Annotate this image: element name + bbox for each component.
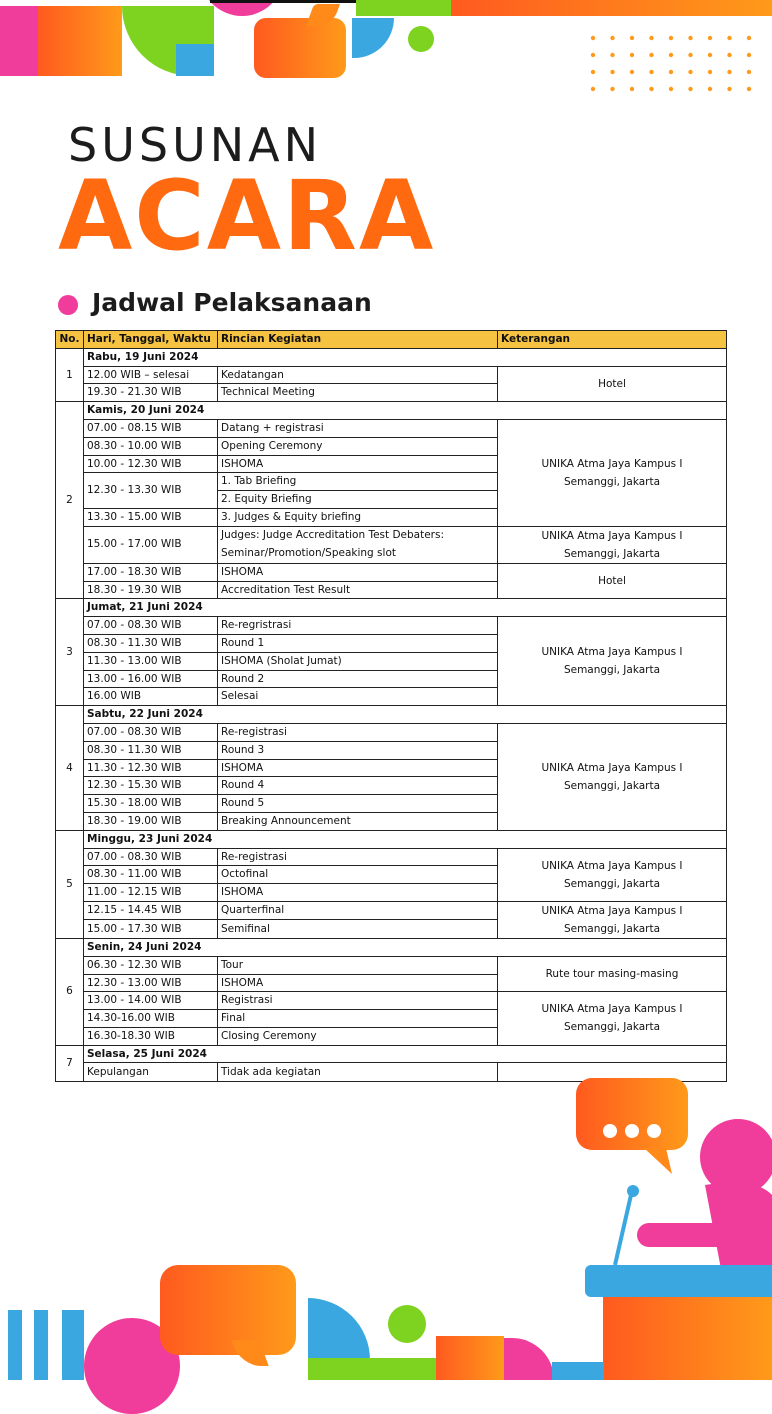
col-header-activity: Rincian Kegiatan: [218, 331, 498, 349]
day-date: Kamis, 20 Juni 2024: [84, 402, 727, 420]
deco-dot: [591, 36, 595, 40]
table-row: [56, 419, 727, 437]
deco-green-bar: [356, 0, 451, 16]
deco-dot-grid: [585, 30, 760, 100]
deco-orange-block-bottom: [436, 1336, 504, 1380]
activity-cell: Closing Ceremony: [218, 1027, 498, 1045]
day-date: Selasa, 25 Juni 2024: [84, 1045, 727, 1063]
activity-cell: Kedatangan: [218, 366, 498, 384]
deco-dot: [708, 53, 712, 57]
activity-cell: Round 4: [218, 777, 498, 795]
day-number: 5: [56, 830, 84, 938]
deco-orange-bubble-bottom: [160, 1265, 296, 1355]
activity-cell: Selesai: [218, 688, 498, 706]
deco-dot: [630, 70, 634, 74]
time-cell: 18.30 - 19.30 WIB: [84, 581, 218, 599]
deco-dot: [630, 53, 634, 57]
bullet-dot-icon: [58, 295, 78, 315]
activity-cell: Accreditation Test Result: [218, 581, 498, 599]
deco-dot: [688, 53, 692, 57]
time-cell: 16.00 WIB: [84, 688, 218, 706]
time-cell: 07.00 - 08.30 WIB: [84, 848, 218, 866]
time-cell: 12.00 WIB – selesai: [84, 366, 218, 384]
deco-dot: [669, 87, 673, 91]
time-cell: 06.30 - 12.30 WIB: [84, 956, 218, 974]
activity-cell: ISHOMA: [218, 563, 498, 581]
table-row: [56, 599, 727, 617]
deco-blue-stripe: [62, 1310, 84, 1380]
activity-cell: ISHOMA (Sholat Jumat): [218, 652, 498, 670]
table-row: [56, 402, 727, 420]
table-row: [56, 901, 727, 920]
deco-dot: [747, 70, 751, 74]
deco-dot: [727, 87, 731, 91]
activity-cell: ISHOMA: [218, 974, 498, 992]
note-cell: UNIKA Atma Jaya Kampus I Semanggi, Jakarta: [498, 419, 727, 526]
activity-cell: 3. Judges & Equity briefing: [218, 508, 498, 526]
deco-dot: [727, 70, 731, 74]
deco-dot: [688, 70, 692, 74]
deco-blue-quarter: [352, 18, 394, 58]
deco-dot: [727, 53, 731, 57]
time-cell: 19.30 - 21.30 WIB: [84, 384, 218, 402]
note-cell: Hotel: [498, 563, 727, 599]
activity-cell: Seminar/Promotion/Speaking slot: [218, 545, 498, 564]
activity-cell: Opening Ceremony: [218, 437, 498, 455]
deco-dot: [708, 87, 712, 91]
time-cell: 13.00 - 14.00 WIB: [84, 992, 218, 1010]
deco-dot: [649, 36, 653, 40]
time-cell: 12.30 - 13.00 WIB: [84, 974, 218, 992]
deco-dot: [610, 36, 614, 40]
table-row: [56, 1045, 727, 1063]
time-cell: 11.30 - 13.00 WIB: [84, 652, 218, 670]
table-row: [56, 938, 727, 956]
deco-blue-stripe: [34, 1310, 48, 1380]
table-row: [56, 706, 727, 724]
day-number: 4: [56, 706, 84, 831]
deco-dot: [708, 36, 712, 40]
day-date: Sabtu, 22 Juni 2024: [84, 706, 727, 724]
activity-cell: Re-registrasi: [218, 723, 498, 741]
time-cell: 07.00 - 08.30 WIB: [84, 617, 218, 635]
deco-dot: [630, 36, 634, 40]
table-row: [56, 348, 727, 366]
deco-pink-block: [0, 6, 38, 76]
time-cell: 07.00 - 08.15 WIB: [84, 419, 218, 437]
activity-cell: Breaking Announcement: [218, 812, 498, 830]
deco-dot: [649, 70, 653, 74]
activity-cell: Round 2: [218, 670, 498, 688]
table-row: [56, 830, 727, 848]
deco-dot: [747, 36, 751, 40]
activity-cell: Tidak ada kegiatan: [218, 1063, 498, 1082]
activity-cell: Round 1: [218, 634, 498, 652]
deco-dot: [747, 53, 751, 57]
time-cell: 15.00 - 17.00 WIB: [84, 526, 218, 563]
time-cell: 17.00 - 18.30 WIB: [84, 563, 218, 581]
deco-blue-block-bottom: [552, 1362, 604, 1380]
activity-cell: Round 3: [218, 741, 498, 759]
deco-green-dot-bottom: [388, 1305, 426, 1343]
activity-cell: Re-registrasi: [218, 848, 498, 866]
deco-blue-stripe: [8, 1310, 22, 1380]
day-date: Jumat, 21 Juni 2024: [84, 599, 727, 617]
deco-dot: [591, 53, 595, 57]
table-row: [56, 848, 727, 866]
activity-cell: ISHOMA: [218, 455, 498, 473]
deco-orange-bubble: [254, 18, 346, 78]
table-row: [56, 563, 727, 581]
activity-cell: Final: [218, 1010, 498, 1028]
activity-cell: Re-regristrasi: [218, 617, 498, 635]
time-cell: 08.30 - 11.30 WIB: [84, 741, 218, 759]
deco-dot: [610, 70, 614, 74]
time-cell: 12.15 - 14.45 WIB: [84, 901, 218, 920]
note-cell: UNIKA Atma Jaya Kampus I Semanggi, Jakarta: [498, 617, 727, 706]
activity-cell: 2. Equity Briefing: [218, 491, 498, 509]
activity-cell: Technical Meeting: [218, 384, 498, 402]
activity-cell: Registrasi: [218, 992, 498, 1010]
page-title-line2: ACARA: [58, 160, 436, 272]
table-row: [56, 366, 727, 384]
col-header-no: No.: [56, 331, 84, 349]
day-date: Senin, 24 Juni 2024: [84, 938, 727, 956]
table-row: [56, 617, 727, 635]
schedule-table: [55, 330, 727, 1082]
activity-cell: Tour: [218, 956, 498, 974]
time-cell: 15.30 - 18.00 WIB: [84, 795, 218, 813]
time-cell: 15.00 - 17.30 WIB: [84, 920, 218, 939]
deco-dot: [610, 87, 614, 91]
deco-pink-quarter-bottom: [504, 1338, 554, 1380]
activity-cell: Quarterfinal: [218, 901, 498, 920]
day-date: Rabu, 19 Juni 2024: [84, 348, 727, 366]
time-cell: 13.00 - 16.00 WIB: [84, 670, 218, 688]
deco-dot: [649, 53, 653, 57]
time-cell: 08.30 - 11.00 WIB: [84, 866, 218, 884]
time-cell: 18.30 - 19.00 WIB: [84, 812, 218, 830]
deco-dot: [669, 53, 673, 57]
note-cell: UNIKA Atma Jaya Kampus I Semanggi, Jakarta: [498, 848, 727, 901]
activity-cell: Semifinal: [218, 920, 498, 939]
speaker-at-podium-icon: [585, 1115, 772, 1380]
table-row: [56, 992, 727, 1010]
day-number: 3: [56, 599, 84, 706]
time-cell: 13.30 - 15.00 WIB: [84, 508, 218, 526]
activity-cell: Octofinal: [218, 866, 498, 884]
deco-orange-bar: [451, 0, 772, 16]
page-title-line1: SUSUNAN: [68, 118, 323, 172]
deco-dot: [649, 87, 653, 91]
table-row: [56, 723, 727, 741]
time-cell: 10.00 - 12.30 WIB: [84, 455, 218, 473]
time-cell: 11.00 - 12.15 WIB: [84, 884, 218, 902]
deco-dot: [708, 70, 712, 74]
note-cell: UNIKA Atma Jaya Kampus I Semanggi, Jakarta: [498, 723, 727, 830]
table-row: [56, 956, 727, 974]
day-number: 1: [56, 348, 84, 401]
time-cell: 08.30 - 11.30 WIB: [84, 634, 218, 652]
time-cell: 11.30 - 12.30 WIB: [84, 759, 218, 777]
deco-dot: [747, 87, 751, 91]
activity-cell: ISHOMA: [218, 759, 498, 777]
time-cell: Kepulangan: [84, 1063, 218, 1082]
deco-dot: [610, 53, 614, 57]
time-cell: 07.00 - 08.30 WIB: [84, 723, 218, 741]
deco-dot: [669, 70, 673, 74]
activity-cell: Datang + registrasi: [218, 419, 498, 437]
deco-green-bar-bottom: [308, 1358, 436, 1380]
time-cell: 14.30-16.00 WIB: [84, 1010, 218, 1028]
note-cell: Hotel: [498, 366, 727, 402]
note-cell: UNIKA Atma Jaya Kampus I Semanggi, Jakarta: [498, 992, 727, 1045]
activity-cell: 1. Tab Briefing: [218, 473, 498, 491]
activity-cell: ISHOMA: [218, 884, 498, 902]
time-cell: 16.30-18.30 WIB: [84, 1027, 218, 1045]
day-date: Minggu, 23 Juni 2024: [84, 830, 727, 848]
time-cell: 12.30 - 13.30 WIB: [84, 473, 218, 509]
deco-dot: [669, 36, 673, 40]
deco-dot: [591, 87, 595, 91]
deco-blue-block: [176, 44, 214, 76]
table-header-row: [56, 331, 727, 349]
activity-cell: Judges: Judge Accreditation Test Debaters:: [218, 526, 498, 545]
deco-black-line: [210, 0, 360, 3]
deco-blue-quarter-bottom: [308, 1298, 370, 1360]
time-cell: 12.30 - 15.30 WIB: [84, 777, 218, 795]
note-cell: UNIKA Atma Jaya Kampus I Semanggi, Jakarta: [498, 526, 727, 563]
day-number: 6: [56, 938, 84, 1045]
activity-cell: Round 5: [218, 795, 498, 813]
time-cell: 08.30 - 10.00 WIB: [84, 437, 218, 455]
deco-dot: [688, 36, 692, 40]
col-header-time: Hari, Tanggal, Waktu: [84, 331, 218, 349]
day-number: 2: [56, 402, 84, 599]
deco-dot: [688, 87, 692, 91]
section-subtitle: Jadwal Pelaksanaan: [92, 288, 372, 317]
note-cell: Rute tour masing-masing: [498, 956, 727, 992]
day-number: 7: [56, 1045, 84, 1082]
deco-orange-block: [38, 6, 122, 76]
note-cell: UNIKA Atma Jaya Kampus I Semanggi, Jakarta: [498, 901, 727, 938]
deco-dot: [630, 87, 634, 91]
deco-green-dot: [408, 26, 434, 52]
table-row: [56, 526, 727, 545]
deco-dot: [727, 36, 731, 40]
col-header-note: Keterangan: [498, 331, 727, 349]
deco-dot: [591, 70, 595, 74]
